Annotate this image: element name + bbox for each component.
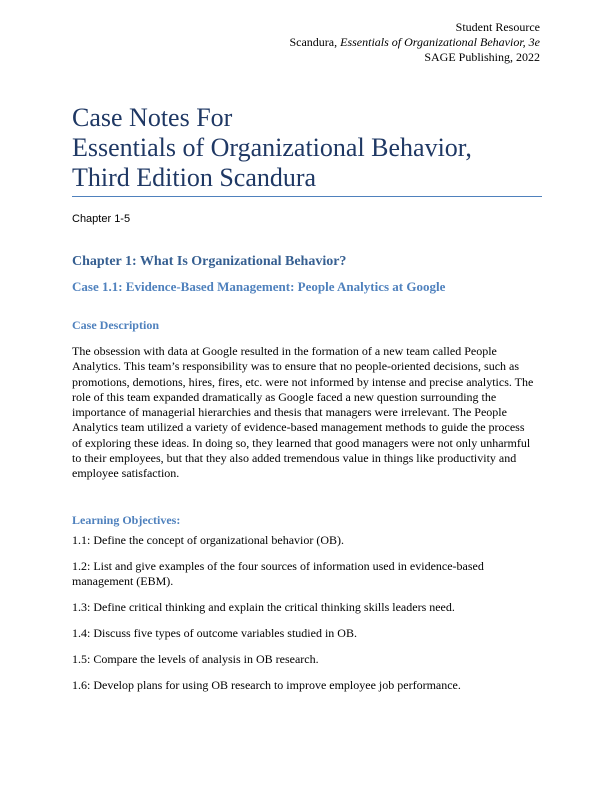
case-heading: Case 1.1: Evidence-Based Management: People Analytics at Google xyxy=(72,279,446,294)
learning-objective-item: 1.6: Develop plans for using OB research to improve employee job performance. xyxy=(72,678,461,693)
learning-objective-item: 1.5: Compare the levels of analysis in OB research. xyxy=(72,652,319,667)
title-line-2: Essentials of Organizational Behavior, xyxy=(72,133,472,162)
learning-objectives-list xyxy=(72,533,542,704)
title-line-3: Third Edition Scandura xyxy=(72,163,317,192)
page-header xyxy=(289,20,540,65)
header-citation xyxy=(289,35,540,50)
header-book-title: Essentials of Organizational Behavior, 3e xyxy=(340,35,540,49)
case-description-text: The obsession with data at Google resulted in the formation of a new team called People Analytics. This team’s responsibility was to ensure that no people-oriented decisions, such as promotions, demotions, hires, fires, etc. were not informed by intense and precise analytics. The role of this team expanded dramatically as Google faced a new question surrounding the importance of managerial hierarchies and thesis that managers were irrelevant. The People Analytics team utilized a variety of evidence-based management methods to guide the process of exploring these ideas. In doing so, they learned that good managers were not only unharmful to their employees, but that they also added tremendous value in things like productivity and employee satisfaction. xyxy=(72,344,534,481)
learning-objective-item: 1.4: Discuss five types of outcome variables studied in OB. xyxy=(72,626,357,641)
case-description-label: Case Description xyxy=(72,318,159,332)
learning-objective-item: 1.2: List and give examples of the four sources of information used in evidence-based management (EBM). xyxy=(72,558,484,589)
title-line-1: Case Notes For xyxy=(72,103,233,132)
chapter-heading: Chapter 1: What Is Organizational Behavior? xyxy=(72,254,347,269)
header-author: Scandura, xyxy=(289,35,341,49)
document-title xyxy=(72,103,542,193)
header-resource-label: Student Resource xyxy=(455,20,540,34)
header-publisher: SAGE Publishing, 2022 xyxy=(424,50,540,64)
title-divider xyxy=(72,196,542,197)
chapter-range: Chapter 1-5 xyxy=(72,213,131,225)
learning-objectives-label: Learning Objectives: xyxy=(72,513,181,527)
learning-objective-item: 1.1: Define the concept of organizational behavior (OB). xyxy=(72,533,345,547)
learning-objective-item: 1.3: Define critical thinking and explain the critical thinking skills leaders need. xyxy=(72,600,455,615)
